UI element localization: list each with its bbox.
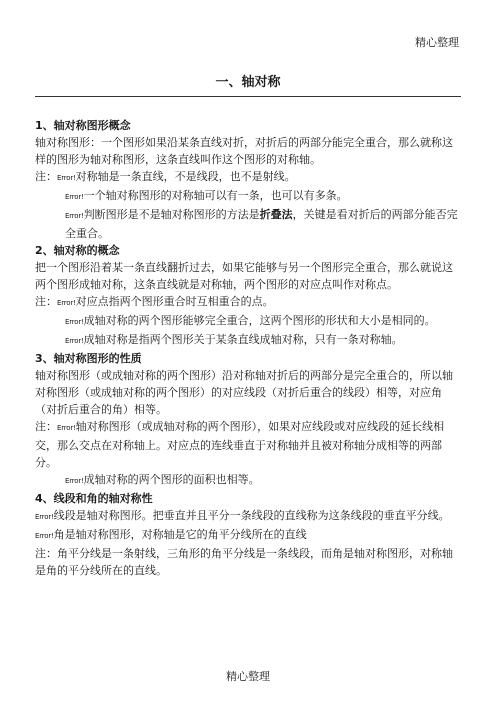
- error-marker: Error!: [65, 318, 84, 326]
- section-1-definition: 轴对称图形：一个图形如果沿某条直线对折，对折后的两部分能完全重合，那么就称这样的图形为轴对称图形，这条直线叫作这个图形的对称轴。: [35, 136, 453, 166]
- error-marker: Error!: [35, 513, 54, 521]
- document-body: [35, 117, 463, 579]
- section-3-note-2: Error!成轴对称的两个图形的面积也相等。: [65, 473, 260, 486]
- error-marker: Error!: [57, 299, 76, 307]
- section-1-note-1: 注：Error!对称轴是一条直线，不是线段，也不是射线。: [35, 170, 296, 183]
- section-4-heading: 4、线段和角的轴对称性: [35, 492, 153, 505]
- section-2-heading: 2、轴对称的概念: [35, 244, 120, 257]
- error-marker: Error!: [35, 532, 54, 540]
- section-3-note-1: 注：Error!轴对称图形（或成轴对称的两个图形），如果对应线段或对应线段的延长线相交，那么交点在对称轴上。对应点的连线垂直于对称轴并且被对称轴分成相等的两部分。: [35, 420, 445, 469]
- section-1-note-2: Error!一个轴对称图形的对称轴可以有一条，也可以有多条。: [65, 189, 348, 202]
- error-marker: Error!: [65, 212, 84, 220]
- section-2-note-1: 注：Error!对应点指两个图形重合时互相重合的点。: [35, 295, 274, 308]
- section-3-definition: 轴对称图形（或成轴对称的两个图形）沿对称轴对折后的两部分是完全重合的，所以轴对称图形（或成轴对称的两个图形）的对应线段（对折后重合的线段）相等，对应角（对折后重合的角）相等。: [35, 369, 453, 416]
- error-marker: Error!: [65, 337, 84, 345]
- section-4-item-1: Error!线段是轴对称图形。把垂直并且平分一条线段的直线称为这条线段的垂直平分线。: [35, 509, 450, 522]
- page-footer: 精心整理: [226, 670, 270, 683]
- error-marker: Error!: [65, 477, 84, 485]
- section-2-note-2: Error!成轴对称的两个图形能够完全重合，这两个图形的形状和大小是相同的。: [65, 314, 436, 327]
- section-4-note: 注：角平分线是一条射线，三角形的角平分线是一条线段，而角是轴对称图形，对称轴是角的平分线所在的直线。: [35, 547, 453, 577]
- section-4-item-2: Error!角是轴对称图形，对称轴是它的角平分线所在的直线: [35, 528, 307, 541]
- section-2-definition: 把一个图形沿着某一条直线翻折过去，如果它能够与另一个图形完全重合，那么就说这两个图形成轴对称，这条直线就是对称轴，两个图形的对应点叫作对称点。: [35, 261, 453, 291]
- error-marker: Error!: [57, 174, 76, 182]
- section-1-heading: 1、轴对称图形概念: [35, 119, 131, 132]
- error-marker: Error!: [65, 193, 84, 201]
- section-1-note-3: Error!判断图形是不是轴对称图形的方法是折叠法，关键是看对折后的两部分能否完全重合。: [65, 208, 458, 240]
- section-2-note-3: Error!成轴对称是指两个图形关于某条直线成轴对称，只有一条对称轴。: [65, 333, 403, 346]
- error-marker: Error!: [57, 424, 76, 432]
- title-divider: [35, 96, 461, 97]
- section-3-heading: 3、轴对称图形的性质: [35, 352, 142, 365]
- page-header: 精心整理: [415, 36, 459, 49]
- page-title: 一、轴对称: [215, 75, 281, 90]
